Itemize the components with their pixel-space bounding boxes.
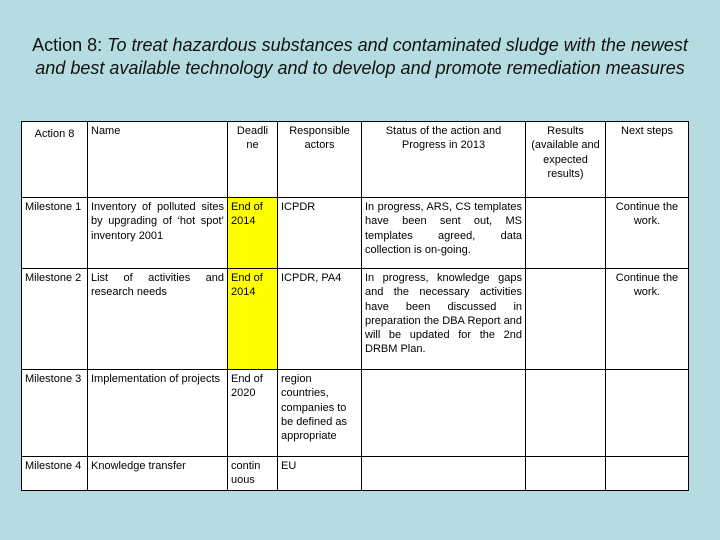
milestone-cell: Milestone 3 <box>22 370 88 457</box>
status-cell: In progress, knowledge gaps and the necessary activities have been discussed in preparation the DBA Report and will be updated for the 2nd DRBM Plan. <box>362 269 526 370</box>
responsible-cell: ICPDR, PA4 <box>278 269 362 370</box>
header-next-steps: Next steps <box>606 122 689 198</box>
header-status: Status of the action and Progress in 2013 <box>362 122 526 198</box>
results-cell <box>526 457 606 491</box>
next-steps-cell <box>606 370 689 457</box>
next-steps-cell: Continue the work. <box>606 269 689 370</box>
header-name: Name <box>88 122 228 198</box>
status-cell <box>362 457 526 491</box>
header-action: Action 8 <box>22 122 88 198</box>
table-row <box>22 370 689 457</box>
header-results: Results (available and expected results) <box>526 122 606 198</box>
name-cell: List of activities and research needs <box>88 269 228 370</box>
name-cell: Inventory of polluted sites by upgrading of ‘hot spot’ inventory 2001 <box>88 198 228 269</box>
next-steps-cell: Continue the work. <box>606 198 689 269</box>
results-cell <box>526 370 606 457</box>
name-cell: Knowledge transfer <box>88 457 228 491</box>
deadline-cell: contin uous <box>228 457 278 491</box>
slide-title <box>20 34 700 79</box>
table-row <box>22 457 689 491</box>
table-row <box>22 269 689 370</box>
header-row <box>22 122 689 198</box>
results-cell <box>526 198 606 269</box>
name-cell: Implementation of projects <box>88 370 228 457</box>
responsible-cell: EU <box>278 457 362 491</box>
responsible-cell: ICPDR <box>278 198 362 269</box>
deadline-cell: End of 2014 <box>228 198 278 269</box>
status-cell <box>362 370 526 457</box>
deadline-cell: End of 2014 <box>228 269 278 370</box>
action-table <box>21 121 689 491</box>
results-cell <box>526 269 606 370</box>
milestone-cell: Milestone 1 <box>22 198 88 269</box>
milestone-cell: Milestone 4 <box>22 457 88 491</box>
responsible-cell: region countries, companies to be defined as appropriate <box>278 370 362 457</box>
title-text: To treat hazardous substances and contaminated sludge with the newest and best available technology and to develop and promote remediation measures <box>35 35 688 78</box>
title-prefix: Action 8: <box>32 35 103 55</box>
header-deadline: Deadli ne <box>228 122 278 198</box>
milestone-cell: Milestone 2 <box>22 269 88 370</box>
header-responsible: Responsible actors <box>278 122 362 198</box>
table-row <box>22 198 689 269</box>
next-steps-cell <box>606 457 689 491</box>
deadline-cell: End of 2020 <box>228 370 278 457</box>
status-cell: In progress, ARS, CS templates have been sent out, MS templates agreed, data collection is on-going. <box>362 198 526 269</box>
